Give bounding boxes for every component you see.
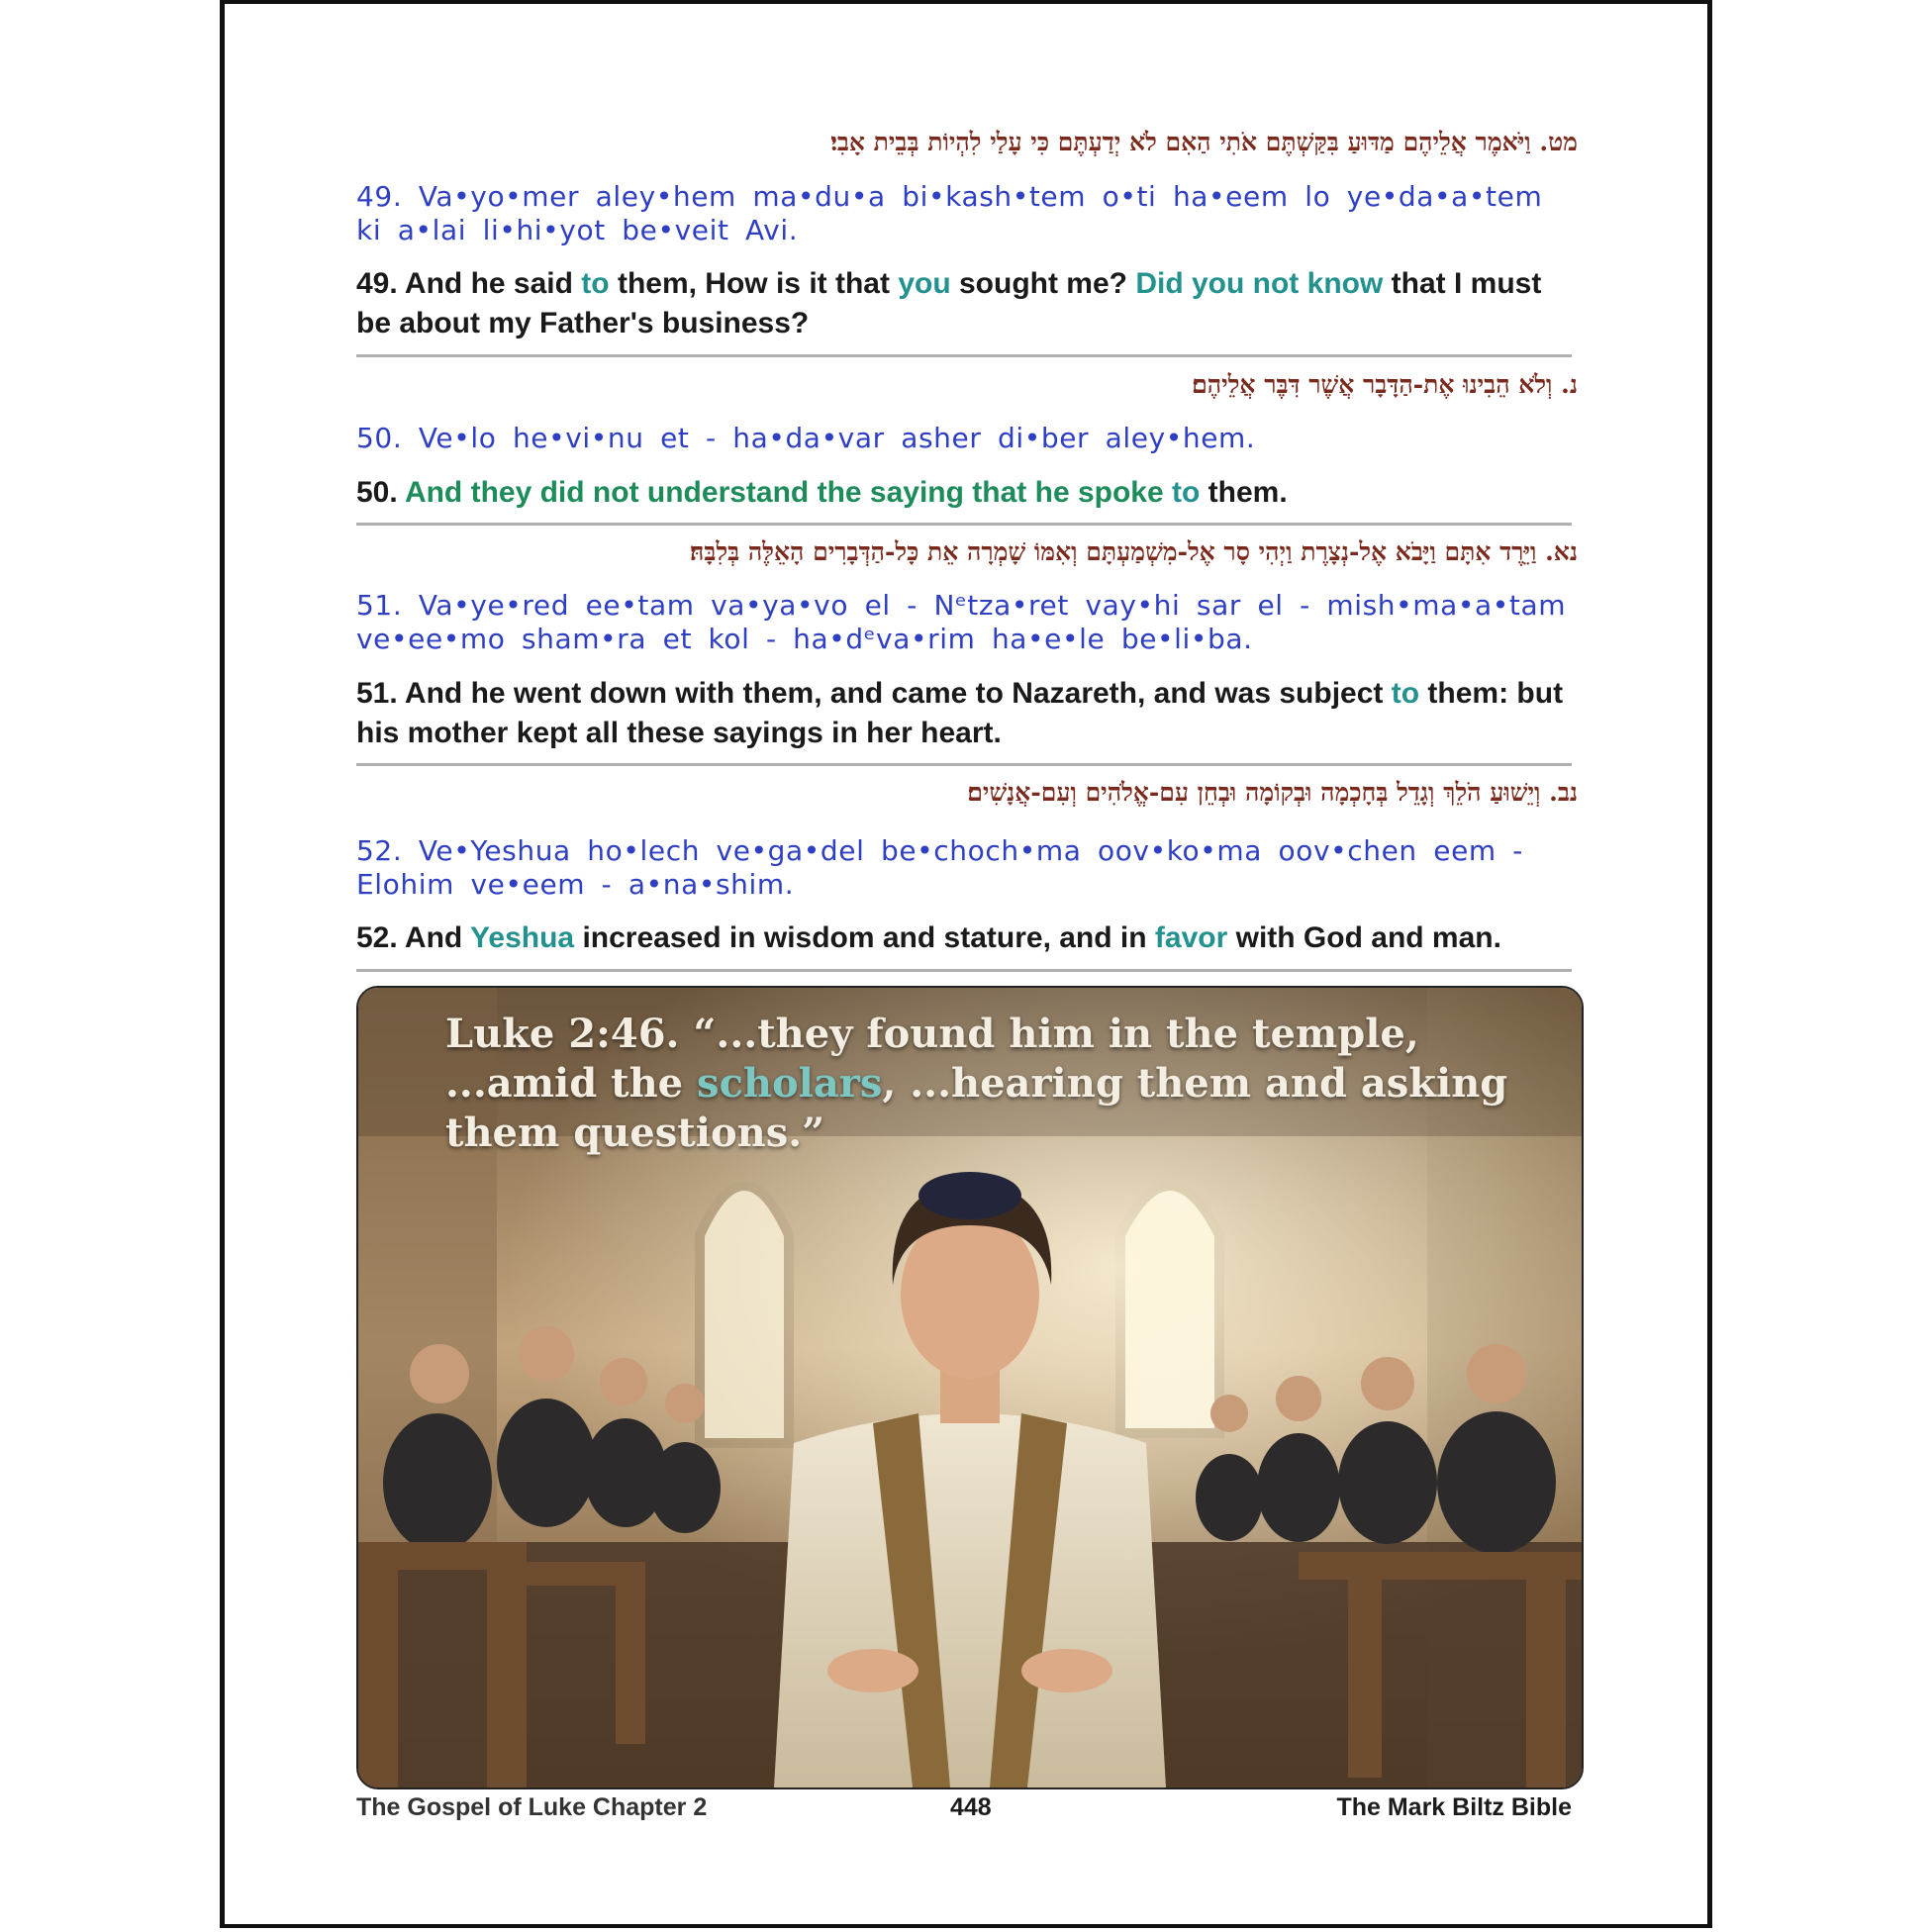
- transliteration-verse-50: 50. Ve•lo he•vi•nu et - ha•da•var asher di•ber aley•hem.: [356, 422, 1256, 454]
- english-text: 51. And he went down with them, and came to Nazareth, and was subject: [356, 677, 1392, 710]
- transliteration-verse-49: 49. Va•yo•mer aley•hem ma•du•a bi•kash•tem o•ti ha•eem lo ye•da•a•tem ki a•lai li•hi•yot be•veit Avi.: [356, 180, 1543, 246]
- highlighted-phrase: Did you not know: [1135, 267, 1384, 300]
- transliteration-verse-51: 51. Va•ye•red ee•tam va•ya•vo el - Nᵉtza•ret vay•hi sar el - mish•ma•a•tam ve•ee•mo sham•ra et kol - ha•dᵉva•rim ha•e•le be•li•ba.: [356, 589, 1567, 655]
- page-number: 448: [950, 1793, 992, 1821]
- english-text: them.: [1200, 476, 1288, 509]
- highlighted-word: favor: [1154, 921, 1228, 954]
- english-verse-52: [356, 918, 1578, 958]
- temple-illustration: [356, 986, 1584, 1789]
- highlighted-word: to: [581, 267, 610, 300]
- verse-divider: [356, 523, 1572, 526]
- hebrew-verse-51: נא. וַיֵּרֶד אִתָּם וַיָּבֹא אֶל-נְצָרֶת וַיְהִי סָר אֶל-מִשְׁמַעְתָּם וְאִמּוֹ שָׁמְרָה אֵת כָּל-הַדְּבָרִים הָאֵלֶּה בְּלִבָּהּ׃: [690, 537, 1578, 566]
- english-verse-50: [356, 473, 1578, 513]
- verse-divider: [356, 763, 1572, 766]
- highlighted-word: you: [898, 267, 951, 300]
- english-text: [1164, 476, 1172, 509]
- book-page: [220, 0, 1712, 1928]
- footer-bible-title: The Mark Biltz Bible: [1336, 1793, 1572, 1821]
- english-text: that I must be about my Father's business?: [356, 267, 1542, 339]
- english-text: them, How is it that: [609, 267, 899, 300]
- verse-divider: [356, 354, 1572, 357]
- transliteration-verse-52: 52. Ve•Yeshua ho•lech ve•ga•del be•choch•ma oov•ko•ma oov•chen eem - Elohim ve•eem - a•na•shim.: [356, 834, 1523, 901]
- highlighted-word: Yeshua: [470, 921, 575, 954]
- quote-text: , ...hearing them and asking them questions.”: [445, 1060, 1508, 1156]
- hebrew-verse-49: מט. וַיֹּאמֶר אֲלֵיהֶם מַדּוּעַ בִּקַּשְׁתֶּם אֹתִי הַאִם לֹא יְדַעְתֶּם כִּי עָלַי לִהְיוֹת בְּבֵית אָבִי׃: [830, 128, 1578, 156]
- highlighted-word: to: [1391, 677, 1420, 710]
- verse-divider: [356, 969, 1572, 972]
- english-verse-49: [356, 264, 1578, 343]
- hebrew-verse-50: נ. וְלֹא הֵבִינוּ אֶת-הַדָּבָר אֲשֶׁר דִּבֶּר אֲלֵיהֶם׃: [1192, 370, 1578, 399]
- highlighted-word: to: [1172, 476, 1201, 509]
- english-text: with God and man.: [1227, 921, 1501, 954]
- english-text: sought me?: [950, 267, 1136, 300]
- quote-highlight: scholars: [697, 1060, 883, 1107]
- english-text: them: but his mother kept all these sayings in her heart.: [356, 677, 1564, 749]
- hebrew-verse-52: נב. וְיֵשׁוּעַ הֹלֵךְ וְגָדֵל בְּחָכְמָה וּבְקוֹמָה וּבְחֵן עִם-אֱלֹהִים וְעִם-אֲנָשִׁים׃: [967, 778, 1578, 807]
- english-verse-51: [356, 674, 1578, 753]
- highlighted-phrase: And they did not understand the saying that he spoke: [404, 476, 1164, 509]
- quote-text: Luke 2:46. “...they found him in the temple, ...amid the: [445, 1011, 1419, 1107]
- english-text: 49. And he said: [356, 267, 582, 300]
- english-text: increased in wisdom and stature, and in: [574, 921, 1155, 954]
- english-text: 52. And: [356, 921, 471, 954]
- scripture-quote-overlay: [445, 1010, 1514, 1158]
- english-text: 50.: [356, 476, 405, 509]
- footer-book-title: The Gospel of Luke Chapter 2: [356, 1793, 708, 1821]
